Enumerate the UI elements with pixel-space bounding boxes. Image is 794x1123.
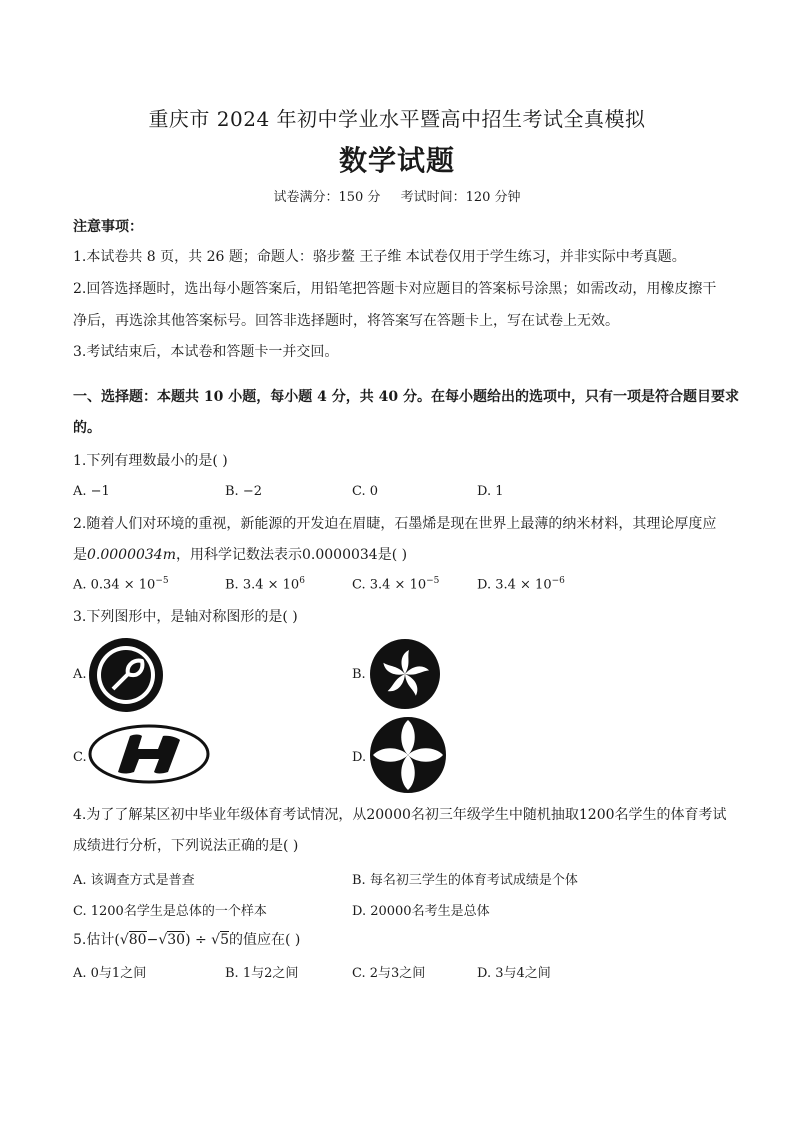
section1-heading-b: 的。 — [73, 420, 101, 436]
q1-stem: 1.下列有理数最小的是( ) — [73, 453, 228, 469]
q2-thickness-value: 0.0000034m — [87, 547, 176, 563]
q4-option-d: D. 20000名考生是总体 — [352, 904, 490, 919]
sqrt-5: √5 — [211, 932, 229, 948]
q2-c-base: C. 3.4 × 10 — [352, 577, 427, 593]
sqrt-30: √30 — [158, 932, 186, 948]
q4-stem-b: 成绩进行分析，下列说法正确的是( ) — [73, 838, 299, 854]
q3-label-a: A. — [73, 667, 87, 682]
section1-heading-a: 一、选择题：本题共 10 小题，每小题 4 分，共 40 分。在每小题给出的选项中，只有一项是符合题目要求 — [73, 389, 739, 405]
q5-stem — [73, 930, 300, 950]
four-petal-figure — [369, 716, 447, 794]
q1-option-b: B. −2 — [225, 484, 262, 499]
q2-number: 0.0000034 — [301, 547, 378, 563]
q1-option-d: D. 1 — [477, 484, 504, 499]
note-item-3: 3.考试结束后，本试卷和答题卡一并交回。 — [73, 344, 339, 360]
q4-option-c: C. 1200名学生是总体的一个样本 — [73, 904, 267, 919]
exam-meta — [0, 186, 794, 205]
q2-option-a — [73, 576, 169, 592]
exam-title: 重庆市 2024 年初中学业水平暨高中招生考试全真模拟 — [148, 107, 646, 131]
q5-option-c: C. 2与3之间 — [352, 966, 426, 981]
q5-option-d: D. 3与4之间 — [477, 966, 551, 981]
subject-title: 数学试题 — [338, 144, 455, 177]
q2-d-base: D. 3.4 × 10 — [477, 577, 552, 593]
sqrt-5-radicand: 5 — [220, 932, 229, 948]
q3-label-b: B. — [352, 667, 366, 682]
q2-d-exp: −6 — [551, 576, 565, 586]
q1-option-c: C. 0 — [352, 484, 379, 499]
q5-stem-text2: ) ÷ — [185, 932, 212, 948]
q4-option-b: B. 每名初三学生的体育考试成绩是个体 — [352, 873, 578, 888]
note-item-2a: 2.回答选择题时，选出每小题答案后，用铅笔把答题卡对应题目的答案标号涂黑；如需改动，用橡皮擦干 — [73, 281, 717, 297]
q2-a-base: A. 0.34 × 10 — [73, 577, 156, 593]
q5-option-b: B. 1与2之间 — [225, 966, 299, 981]
note-item-1: 1.本试卷共 8 页，共 26 题；命题人：骆步鳌 王子维 本试卷仅用于学生练习，并非实际中考真题。 — [73, 249, 686, 265]
q1-option-a: A. −1 — [73, 484, 110, 499]
q2-c-exp: −5 — [426, 576, 440, 586]
leaf-logo-figure — [88, 637, 164, 713]
sqrt-80-radicand: 80 — [128, 932, 147, 948]
q2-option-b — [225, 576, 305, 592]
exam-time: 考试时间：120 分钟 — [400, 190, 521, 205]
note-item-2b: 净后，再选涂其他答案标号。回答非选择题时，将答案写在答题卡上，写在试卷上无效。 — [73, 313, 619, 329]
oval-h-logo-figure — [88, 724, 210, 784]
q3-label-c: C. — [73, 750, 87, 765]
q5-stem-text3: 的值应在( ) — [229, 932, 301, 948]
q5-stem-text1: 5.估计( — [73, 932, 120, 948]
q5-minus: − — [146, 932, 159, 948]
q4-option-a: A. 该调查方式是普查 — [73, 873, 195, 888]
q2-b-base: B. 3.4 × 10 — [225, 577, 300, 593]
q2-b-exp: 6 — [299, 576, 305, 586]
q2-stem-a: 2.随着人们对环境的重视，新能源的开发迫在眉睫，石墨烯是现在世界上最薄的纳米材料，其理论厚度应 — [73, 516, 717, 532]
bauhinia-figure — [369, 638, 441, 710]
q2-stem-b-text1: 是 — [73, 547, 87, 563]
sqrt-30-radicand: 30 — [167, 932, 186, 948]
q2-a-exp: −5 — [155, 576, 169, 586]
q5-option-a: A. 0与1之间 — [73, 966, 147, 981]
q2-stem-b-text3: 是( ) — [377, 547, 408, 563]
q3-label-d: D. — [352, 750, 367, 765]
q3-stem: 3.下列图形中，是轴对称图形的是( ) — [73, 609, 298, 625]
notes-heading: 注意事项： — [73, 219, 143, 235]
q2-option-c — [352, 576, 439, 592]
q2-stem-b-text2: ，用科学记数法表示 — [175, 547, 302, 563]
q4-stem-a: 4.为了了解某区初中毕业年级体育考试情况，从20000名初三年级学生中随机抽取1200名学生的体育考试 — [73, 807, 727, 823]
sqrt-80: √80 — [119, 932, 147, 948]
full-score: 试卷满分：150 分 — [273, 190, 381, 205]
q2-option-d — [477, 576, 565, 592]
q2-stem-b — [73, 545, 407, 565]
